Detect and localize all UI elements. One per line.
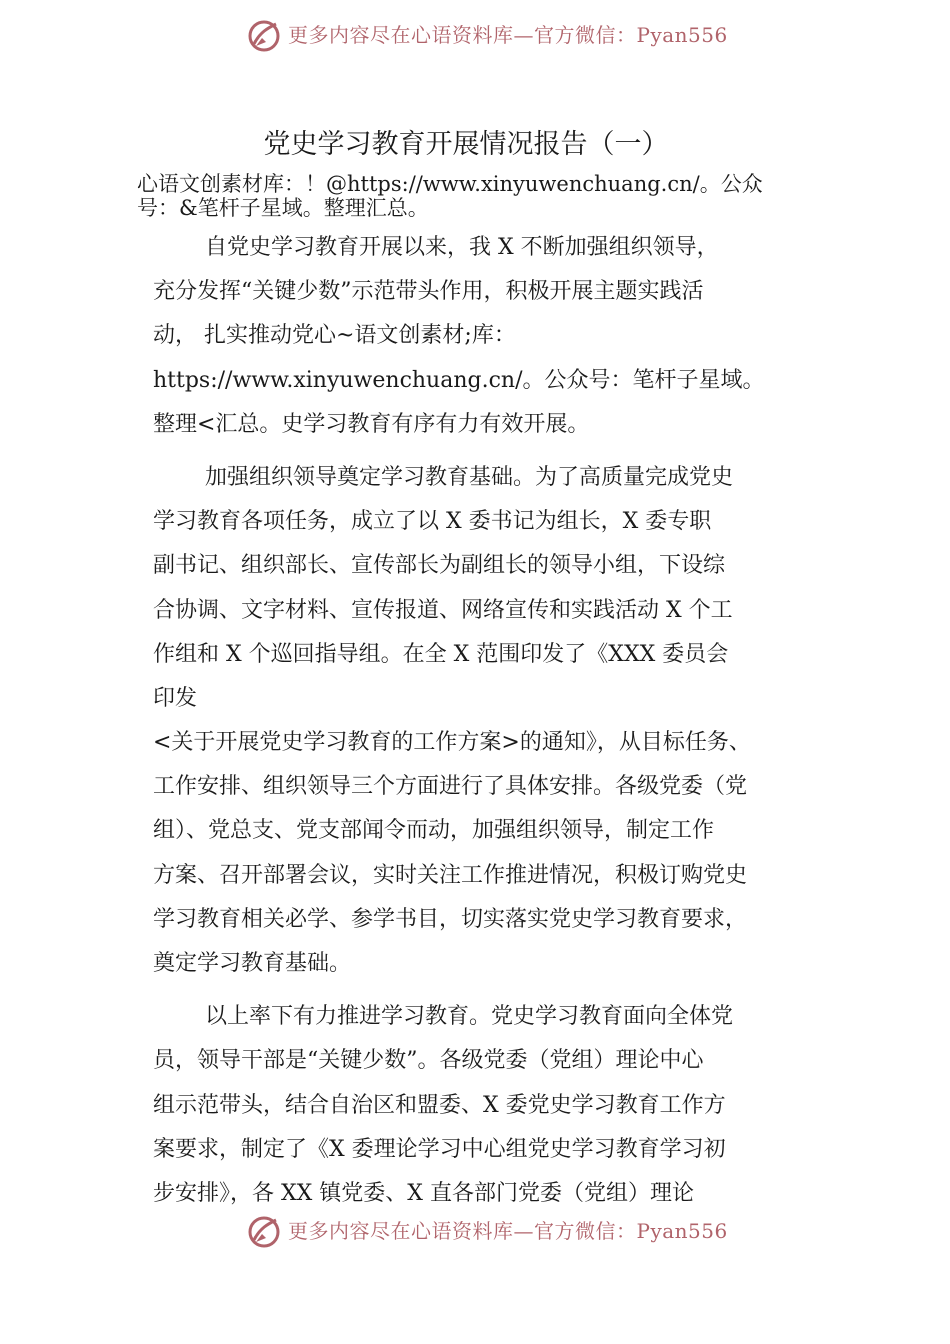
source-line: 心语文创素材库：！@https://www.xinyuwenchuang.cn/。公众 xyxy=(137,172,763,196)
brush-logo-icon xyxy=(246,1214,282,1250)
text-line: 整理<汇总。史学习教育有序有力有效开展。 xyxy=(153,411,590,437)
text-line: 加强组织领导奠定学习教育基础。为了高质量完成党史 xyxy=(205,464,734,490)
document-body xyxy=(153,226,833,1216)
text-line: 组示范带头，结合自治区和盟委、X 委党史学习教育工作方 xyxy=(153,1092,726,1118)
brush-logo-icon xyxy=(246,18,282,54)
paragraph-1 xyxy=(153,226,833,447)
source-note xyxy=(137,172,849,220)
text-line: 方案、召开部署会议，实时关注工作推进情况，积极订购党史 xyxy=(153,862,748,888)
header-banner-text: 更多内容尽在心语资料库—官方微信：Pyan556 xyxy=(288,23,728,47)
text-line: 合协调、文字材料、宣传报道、网络宣传和实践活动 X 个工 xyxy=(153,597,733,623)
footer-banner-text: 更多内容尽在心语资料库—官方微信：Pyan556 xyxy=(288,1219,728,1243)
text-line: 奠定学习教育基础。 xyxy=(153,951,352,976)
text-line: 自党史学习教育开展以来，我 X 不断加强组织领导， xyxy=(205,235,719,260)
text-line: 步安排》，各 XX 镇党委、X 直各部门党委（党组）理论 xyxy=(153,1180,694,1206)
paragraph-2 xyxy=(153,456,833,986)
paragraph-3 xyxy=(153,995,833,1216)
text-line: 副书记、组织部长、宣传部长为副组长的领导小组，下设综 xyxy=(153,553,726,579)
text-line: 印发 xyxy=(153,685,198,711)
document-title: 党史学习教育开展情况报告（一） xyxy=(263,129,669,160)
wechat-id: Pyan556 xyxy=(636,23,728,47)
header-banner xyxy=(0,16,950,56)
source-line: 号：&笔杆子星域。整理汇总。 xyxy=(137,196,429,220)
text-line: https://www.xinyuwenchuang.cn/。公众号：笔杆子星域。 xyxy=(153,367,765,393)
text-line: 案要求，制定了《X 委理论学习中心组党史学习教育学习初 xyxy=(153,1136,726,1162)
text-line: 学习教育各项任务，成立了以 X 委书记为组长，X 委专职 xyxy=(153,509,712,535)
footer-banner xyxy=(0,1212,950,1252)
text-line: <关于开展党史学习教育的工作方案>的通知》，从目标任务、 xyxy=(153,730,751,756)
text-line: 作组和 X 个巡回指导组。在全 X 范围印发了《XXX 委员会 xyxy=(153,641,729,667)
text-line: 组）、党总支、党支部闻令而动，加强组织领导，制定工作 xyxy=(153,818,715,844)
text-line: 工作安排、组织领导三个方面进行了具体安排。各级党委（党 xyxy=(153,774,748,800)
text-line: 学习教育相关必学、参学书目，切实落实党史学习教育要求， xyxy=(153,906,748,932)
wechat-id: Pyan556 xyxy=(636,1219,728,1243)
text-line: 动， 扎实推动党心~语文创素材;库： xyxy=(153,323,516,349)
text-line: 以上率下有力推进学习教育。党史学习教育面向全体党 xyxy=(205,1004,734,1030)
text-line: 员，领导干部是“关键少数”。各级党委（党组）理论中心 xyxy=(153,1048,704,1074)
text-line: 充分发挥“关键少数”示范带头作用，积极开展主题实践活 xyxy=(153,279,704,305)
